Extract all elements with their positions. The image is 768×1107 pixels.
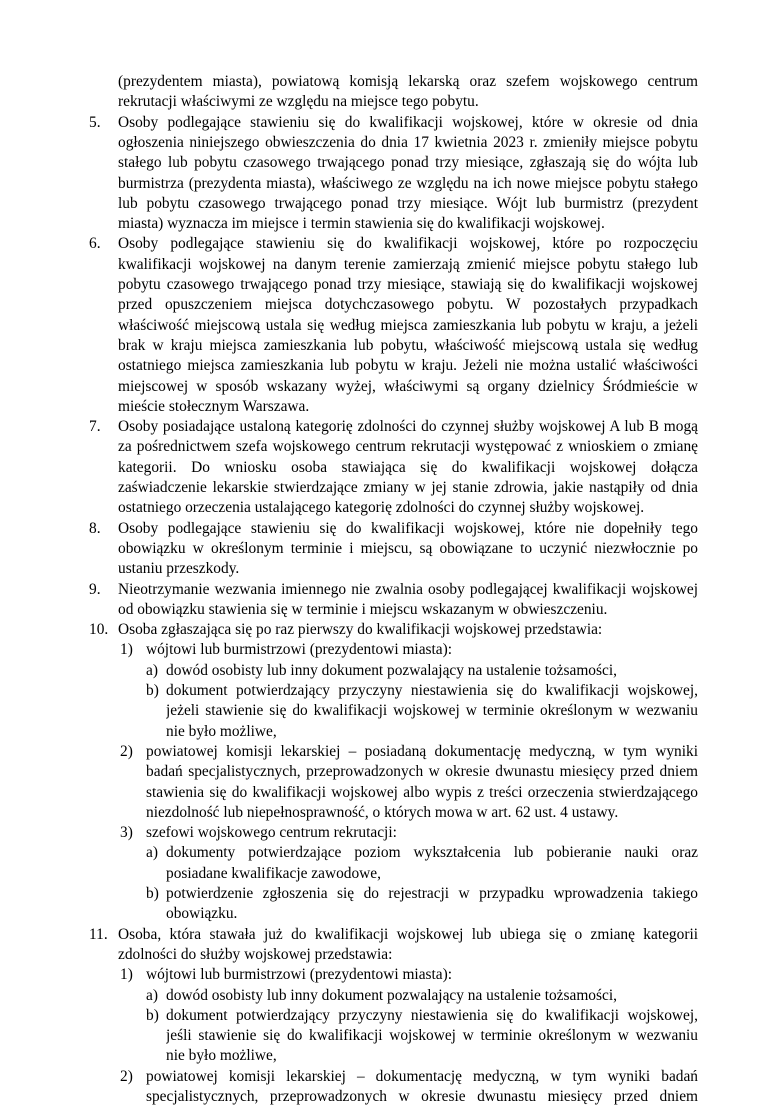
list-number: b): [146, 885, 159, 902]
paragraph-line: właściwość miejscową ustala się według miejsca zamieszkania lub pobytu w kraju, a jeżeli: [118, 317, 698, 334]
paragraph-line: Osoba, która stawała już do kwalifikacji wojskowej lub ubiega się o zmianę kategorii: [118, 926, 698, 943]
paragraph-line: wójtowi lub burmistrzowi (prezydentowi miasta):: [146, 966, 453, 983]
list-number: 3): [120, 824, 133, 841]
list-number: a): [146, 662, 158, 679]
paragraph-line: kwalifikacji wojskowej na danym terenie zamierzają zmienić miejsce pobytu stałego lub: [118, 256, 698, 273]
paragraph-line: powiatowej komisji lekarskiej – dokumentację medyczną, w tym wyniki badań: [146, 1068, 698, 1085]
paragraph-line: dokument potwierdzający przyczyny niestawienia się do kwalifikacji wojskowej,: [166, 1007, 698, 1024]
paragraph-line: szefowi wojskowego centrum rekrutacji:: [146, 824, 397, 841]
list-number: 9.: [89, 581, 101, 598]
list-number: a): [146, 987, 158, 1004]
paragraph-line: badań specjalistycznych, przeprowadzonych w okresie dwunastu miesięcy przed dniem: [146, 763, 698, 780]
list-number: 8.: [89, 520, 101, 537]
paragraph-line: specjalistycznych, przeprowadzonych w okresie dwunastu miesięcy przed dniem: [146, 1088, 698, 1105]
paragraph-line: ustaniu przeszkody.: [118, 560, 240, 577]
paragraph-line: Osoby podlegające stawieniu się do kwalifikacji wojskowej, które w okresie od dnia: [118, 114, 698, 131]
paragraph-line: stawienia się do kwalifikacji wojskowej albo wypis z treści orzeczenia stwierdzającego: [146, 784, 698, 801]
list-number: b): [146, 1007, 159, 1024]
paragraph-line: brak w kraju miejsca zamieszkania lub pobytu, właściwość miejscową ustala się według: [118, 337, 698, 354]
list-number: 1): [120, 966, 133, 983]
paragraph-line: Osoby podlegające stawieniu się do kwalifikacji wojskowej, które po rozpoczęciu: [118, 235, 698, 252]
list-number: 10.: [89, 621, 109, 638]
list-number: b): [146, 682, 159, 699]
paragraph-line: obowiązku w określonym terminie i miejscu, są obowiązane to uczynić niezwłocznie po: [118, 540, 698, 557]
paragraph-line: pobytu czasowego trwającego ponad trzy miesiące, stawiają się do kwalifikacji wojskowej: [118, 276, 698, 293]
paragraph-line: za pośrednictwem szefa wojskowego centrum rekrutacji występować z wnioskiem o zmianę: [118, 438, 698, 455]
paragraph-line: burmistrza (prezydenta miasta), właściwego ze względu na ich nowe miejsce pobytu stałego: [118, 175, 698, 192]
paragraph-line: potwierdzenie zgłoszenia się do rejestracji w przypadku wprowadzenia takiego: [166, 885, 698, 902]
paragraph-line: zaświadczenie lekarskie stwierdzające zmiany w jej stanie zdrowia, jakie nastąpiły od dnia: [118, 479, 698, 496]
paragraph-line: ostatniego miejsca zamieszkania lub pobytu w kraju. Jeżeli nie można ustalić właściwości: [118, 357, 698, 374]
paragraph-line: obowiązku.: [166, 905, 238, 922]
list-number: 11.: [89, 926, 108, 943]
paragraph-line: nie było możliwe,: [166, 1047, 277, 1064]
paragraph-line: stałego lub pobytu czasowego trwającego ponad trzy miesiące, zgłaszają się do wójta lub: [118, 154, 698, 171]
list-number: 7.: [89, 418, 101, 435]
paragraph-line: (prezydentem miasta), powiatową komisją lekarską oraz szefem wojskowego centrum: [118, 73, 698, 90]
paragraph-line: zdolności do służby wojskowej przedstawia:: [118, 946, 393, 963]
list-number: a): [146, 844, 158, 861]
paragraph-line: posiadane kwalifikacje zawodowe,: [166, 865, 381, 882]
paragraph-line: kategorii. Do wniosku osoba stawiająca się do kwalifikacji wojskowej dołącza: [118, 459, 698, 476]
paragraph-line: od obowiązku stawienia się w terminie i miejscu wskazanym w obwieszczeniu.: [118, 601, 608, 618]
paragraph-line: mieście stołecznym Warszawa.: [118, 398, 310, 415]
list-number: 5.: [89, 114, 101, 131]
list-number: 2): [120, 743, 133, 760]
paragraph-line: wójtowi lub burmistrzowi (prezydentowi miasta):: [146, 641, 453, 658]
paragraph-line: powiatowej komisji lekarskiej – posiadaną dokumentację medyczną, w tym wyniki: [146, 743, 698, 760]
paragraph-line: dowód osobisty lub inny dokument pozwalający na ustalenie tożsamości,: [166, 662, 617, 679]
paragraph-line: miasta) wyznacza im miejsce i termin stawienia się do kwalifikacji wojskowej.: [118, 215, 605, 232]
paragraph-line: Nieotrzymanie wezwania imiennego nie zwalnia osoby podlegającej kwalifikacji wojskowej: [118, 581, 698, 598]
paragraph-line: dokument potwierdzający przyczyny niestawienia się do kwalifikacji wojskowej,: [166, 682, 698, 699]
paragraph-line: miejscowej w sposób wskazany wyżej, właściwymi są organy dzielnicy Śródmieście w: [118, 378, 698, 395]
paragraph-line: Osoby podlegające stawieniu się do kwalifikacji wojskowej, które nie dopełniły tego: [118, 520, 698, 537]
list-number: 1): [120, 641, 133, 658]
paragraph-line: dowód osobisty lub inny dokument pozwalający na ustalenie tożsamości,: [166, 987, 617, 1004]
paragraph-line: nie było możliwe,: [166, 723, 277, 740]
paragraph-line: Osoby posiadające ustaloną kategorię zdolności do czynnej służby wojskowej A lub B mogą: [118, 418, 698, 435]
paragraph-line: przed opuszczeniem miejsca dotychczasowego pobytu. W pozostałych przypadkach: [118, 296, 698, 313]
paragraph-line: rekrutacji właściwymi ze względu na miejsce tego pobytu.: [118, 93, 479, 110]
paragraph-line: ostatniego orzeczenia ustalającego kategorię zdolności do czynnej służby wojskowej.: [118, 499, 645, 516]
list-number: 6.: [89, 235, 101, 252]
paragraph-line: jeśli stawienie się do kwalifikacji wojskowej w terminie określonym w wezwaniu: [166, 1027, 698, 1044]
paragraph-line: dokumenty potwierdzające poziom wykształcenia lub pobieranie nauki oraz: [166, 844, 698, 861]
list-number: 2): [120, 1068, 133, 1085]
paragraph-line: niezdolność lub niepełnosprawność, o których mowa w art. 62 ust. 4 ustawy.: [146, 804, 619, 821]
paragraph-line: Osoba zgłaszająca się po raz pierwszy do kwalifikacji wojskowej przedstawia:: [118, 621, 603, 638]
paragraph-line: jeżeli stawienie się do kwalifikacji wojskowej w terminie określonym w wezwaniu: [166, 702, 698, 719]
paragraph-line: ogłoszenia niniejszego obwieszczenia do dnia 17 kwietnia 2023 r. zmieniły miejsce pobytu: [118, 134, 698, 151]
paragraph-line: lub pobytu czasowego trwającego ponad trzy miesiące. Wójt lub burmistrz (prezydent: [118, 195, 698, 212]
